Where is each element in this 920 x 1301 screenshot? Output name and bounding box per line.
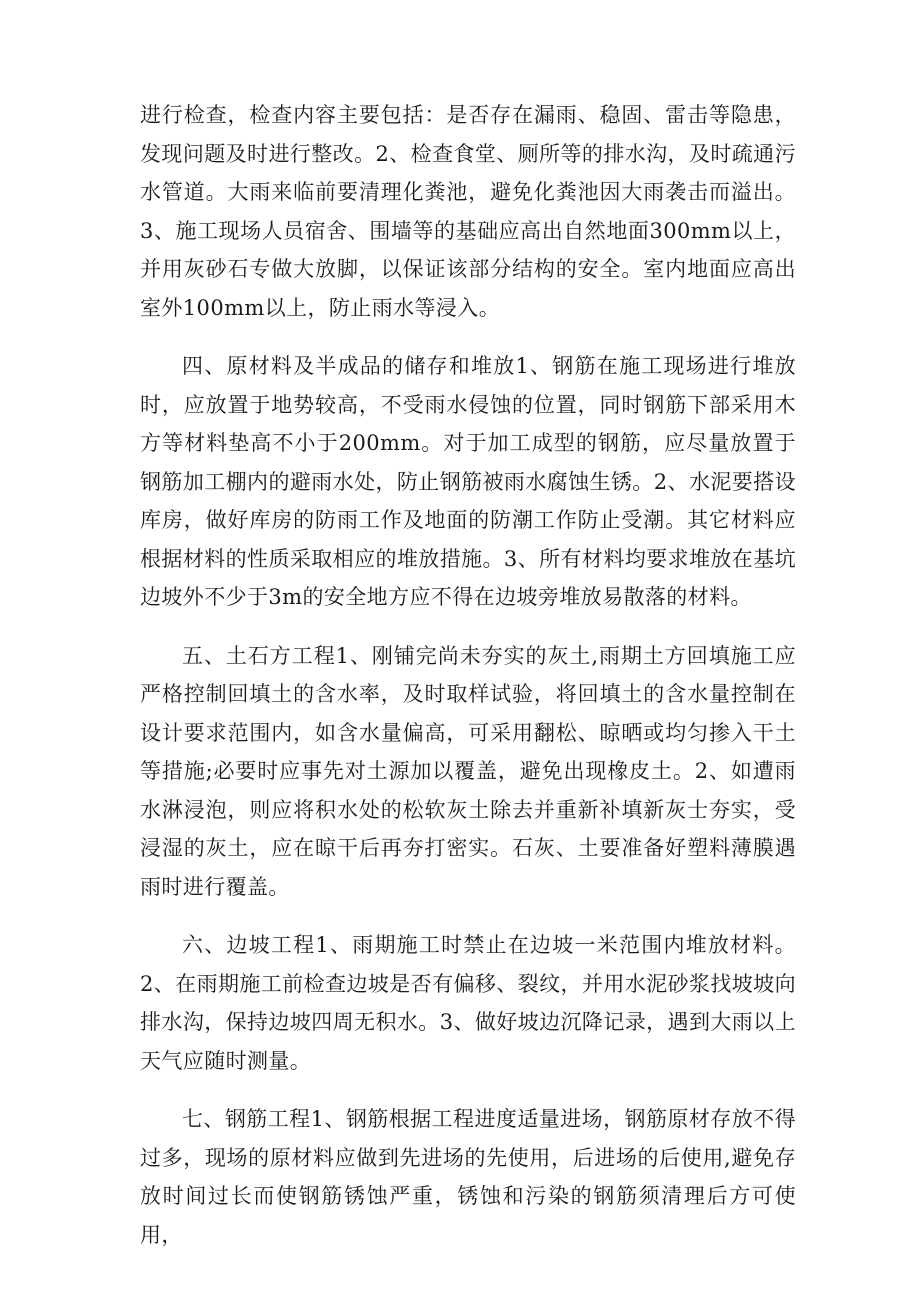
paragraph-section-7-rebar: 七、钢筋工程1、钢筋根据工程进度适量进场，钢筋原材存放不得过多，现场的原材料应做到先进场的先使用，后进场的后使用,避免存放时间过长而使钢筋锈蚀严重，锈蚀和污染的钢筋须清理后方可使用， — [140, 1107, 796, 1247]
document-body — [140, 96, 796, 1274]
paragraph-section-4-materials-storage: 四、原材料及半成品的储存和堆放1、钢筋在施工现场进行堆放时，应放置于地势较高，不受雨水侵蚀的位置，同时钢筋下部采用木方等材料垫高不小于200mm。对于加工成型的钢筋，应尽量放置于钢筋加工棚内的避雨水处，防止钢筋被雨水腐蚀生锈。2、水泥要搭设库房，做好库房的防雨工作及地面的防潮工作防止受潮。其它材料应根据材料的性质采取相应的堆放措施。3、所有材料均要求堆放在基坑边坡外不少于3m的安全地方应不得在边坡旁堆放易散落的材料。 — [140, 354, 796, 609]
paragraph-section-6-slope: 六、边坡工程1、雨期施工时禁止在边坡一米范围内堆放材料。2、在雨期施工前检查边坡是否有偏移、裂纹，并用水泥砂浆找坡坡向排水沟，保持边坡四周无积水。3、做好坡边沉降记录，遇到大雨以上天气应随时测量。 — [140, 933, 796, 1073]
paragraph-continuation: 进行检查，检查内容主要包括：是否存在漏雨、稳固、雷击等隐患，发现问题及时进行整改。2、检查食堂、厕所等的排水沟，及时疏通污水管道。大雨来临前要清理化粪池，避免化粪池因大雨袭击而溢出。3、施工现场人员宿舍、围墙等的基础应高出自然地面300mm以上，并用灰砂石专做大放脚，以保证该部分结构的安全。室内地面应高出室外100mm以上，防止雨水等浸入。 — [140, 103, 796, 320]
paragraph-section-5-earthwork: 五、土石方工程1、刚铺完尚未夯实的灰土,雨期土方回填施工应严格控制回填土的含水率，及时取样试验，将回填土的含水量控制在设计要求范围内，如含水量偏高，可采用翻松、晾晒或均匀掺入干土等措施;必要时应事先对土源加以覆盖，避免出现橡皮土。2、如遭雨水淋浸泡，则应将积水处的松软灰土除去并重新补填新灰士夯实，受浸湿的灰土，应在晾干后再夯打密实。石灰、土要准备好塑料薄膜遇雨时进行覆盖。 — [140, 643, 796, 899]
